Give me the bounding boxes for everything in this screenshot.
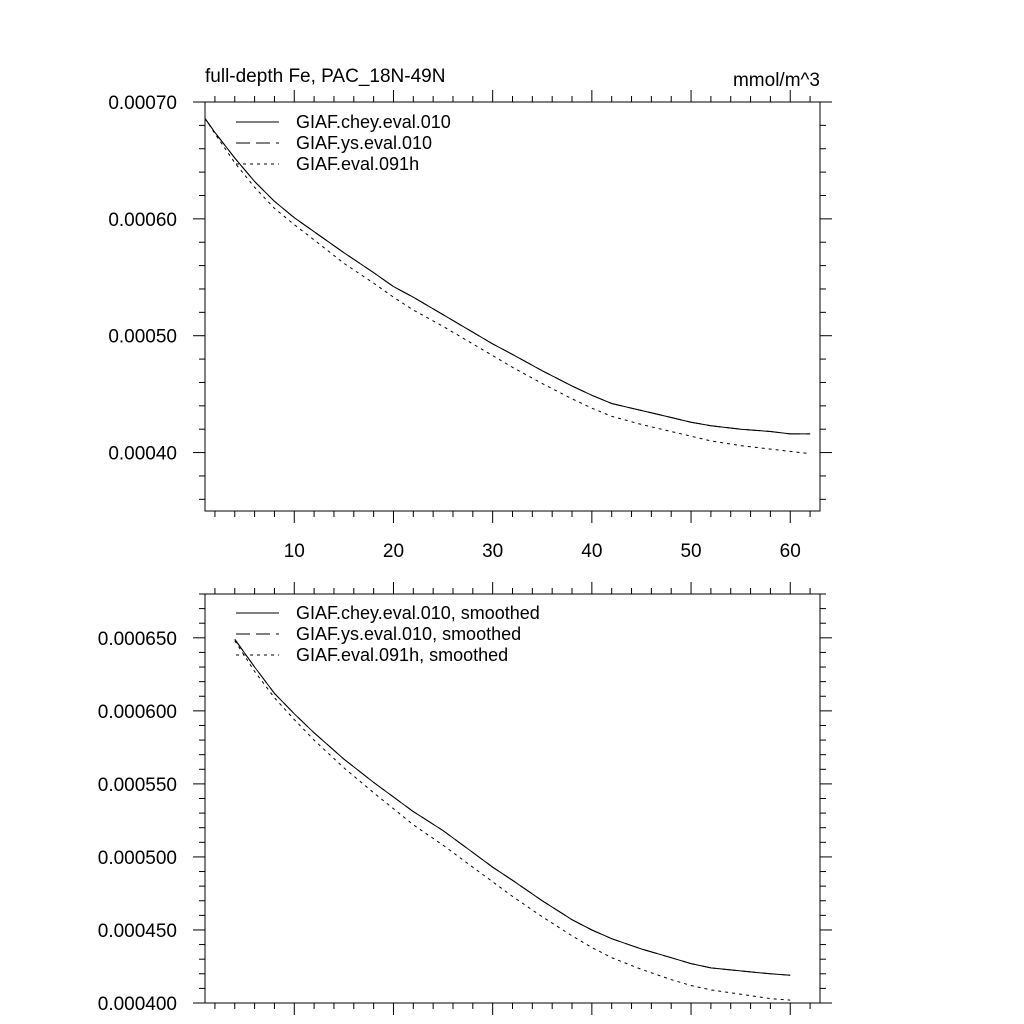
tick-labels [108,93,800,562]
legend [236,603,540,665]
axis-ticks [193,582,832,1015]
y-tick-label: 0.000500 [97,847,177,869]
chart-units: mmol/m^3 [732,70,820,91]
series-lines [235,639,790,1000]
legend-label: GIAF.chey.eval.010 [296,112,451,132]
x-tick-label: 30 [482,541,504,562]
y-tick-label: 0.000450 [97,920,177,942]
y-tick-label: 0.000550 [97,774,177,796]
x-tick-label: 50 [680,541,702,562]
y-tick-label: 0.00070 [108,93,177,114]
series-line [235,639,790,975]
top-chart-panel [108,66,832,562]
chart-title: full-depth Fe, PAC_18N-49N [205,66,446,87]
legend-label: GIAF.eval.091h, smoothed [296,645,509,665]
x-tick-label: 10 [283,541,305,562]
y-tick-label: 0.000650 [97,628,177,650]
tick-labels [98,629,177,1015]
axis-ticks [193,90,832,523]
legend-label: GIAF.chey.eval.010, smoothed [296,603,540,623]
legend-label: GIAF.eval.091h [296,154,420,174]
x-tick-label: 20 [382,541,405,562]
x-tick-label: 60 [779,541,801,562]
y-tick-label: 0.00040 [108,443,177,465]
y-tick-label: 0.000600 [97,701,177,723]
y-tick-label: 0.00060 [108,209,177,231]
legend-label: GIAF.ys.eval.010, smoothed [296,624,522,644]
y-tick-label: 0.000400 [97,994,177,1015]
series-line [235,639,790,975]
legend-label: GIAF.ys.eval.010 [296,133,433,153]
legend [236,112,451,174]
x-tick-label: 40 [581,541,603,562]
y-tick-label: 0.00050 [108,326,177,348]
series-line [235,641,790,1000]
bottom-chart-panel [98,582,832,1015]
